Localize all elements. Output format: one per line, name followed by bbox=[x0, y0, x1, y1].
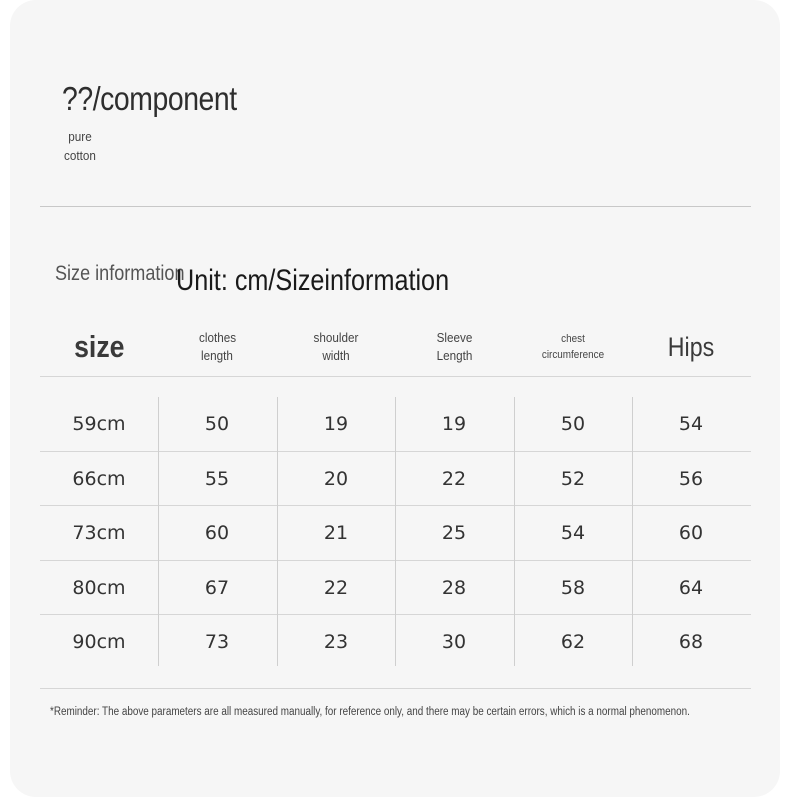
measurement-cell: 54 bbox=[678, 413, 704, 435]
measurement-cell: 21 bbox=[323, 522, 349, 545]
header-shoulder-width bbox=[277, 322, 395, 372]
measurement-cell: 58 bbox=[560, 576, 586, 599]
section-divider bbox=[40, 206, 751, 207]
measurement-cell: 50 bbox=[560, 413, 586, 435]
size-cell: 73cm bbox=[72, 522, 126, 545]
measurement-cell: 30 bbox=[441, 631, 467, 654]
header-chest-circumference-text: chest circumference bbox=[541, 333, 605, 361]
measurement-cell: 22 bbox=[441, 467, 467, 490]
header-size-text: size bbox=[73, 329, 125, 364]
measurement-cell: 62 bbox=[560, 631, 586, 654]
header-hips bbox=[632, 322, 750, 372]
unit-label: Unit: cm/Sizeinformation bbox=[176, 264, 450, 297]
size-information-label: Size information bbox=[55, 262, 185, 285]
component-title: ??/component bbox=[62, 80, 237, 117]
header-sleeve-length-text: Sleeve Length bbox=[436, 330, 472, 363]
measurement-cell: 23 bbox=[323, 631, 349, 654]
header-chest-circumference bbox=[514, 322, 632, 372]
header-size bbox=[40, 322, 158, 372]
header-clothes-length-text: clothes length bbox=[199, 330, 237, 363]
header-hips-text: Hips bbox=[667, 331, 715, 362]
column-divider bbox=[632, 397, 633, 666]
header-divider bbox=[40, 376, 751, 377]
measurement-cell: 73 bbox=[204, 631, 230, 654]
column-divider bbox=[158, 397, 159, 666]
measurement-cell: 60 bbox=[204, 522, 230, 545]
measurement-cell: 19 bbox=[323, 413, 349, 435]
column-divider bbox=[277, 397, 278, 666]
header-sleeve-length bbox=[395, 322, 513, 372]
size-cell: 59cm bbox=[72, 413, 126, 435]
column-divider bbox=[395, 397, 396, 666]
column-divider bbox=[514, 397, 515, 666]
size-cell: 80cm bbox=[72, 576, 126, 599]
measurement-cell: 28 bbox=[441, 576, 467, 599]
measurement-cell: 56 bbox=[678, 467, 704, 490]
measurement-cell: 64 bbox=[678, 576, 704, 599]
measurement-cell: 60 bbox=[678, 522, 704, 545]
measurement-cell: 20 bbox=[323, 467, 349, 490]
measurement-cell: 50 bbox=[204, 413, 230, 435]
table-bottom-divider bbox=[40, 688, 751, 689]
measurement-cell: 68 bbox=[678, 631, 704, 654]
measurement-cell: 22 bbox=[323, 576, 349, 599]
measurement-cell: 54 bbox=[560, 522, 586, 545]
material-text: pure cotton bbox=[64, 129, 96, 163]
measurement-cell: 52 bbox=[560, 467, 586, 490]
header-shoulder-width-text: shoulder width bbox=[313, 330, 359, 363]
reminder-note: *Reminder: The above parameters are all measured manually, for reference only, and there may be certain errors, which is a normal phenomenon. bbox=[50, 706, 690, 718]
measurement-cell: 19 bbox=[441, 413, 467, 435]
measurement-cell: 67 bbox=[204, 576, 230, 599]
measurement-cell: 25 bbox=[441, 522, 467, 545]
size-cell: 66cm bbox=[72, 467, 126, 490]
size-cell: 90cm bbox=[72, 631, 126, 654]
measurement-cell: 55 bbox=[204, 467, 230, 490]
header-clothes-length bbox=[158, 322, 276, 372]
